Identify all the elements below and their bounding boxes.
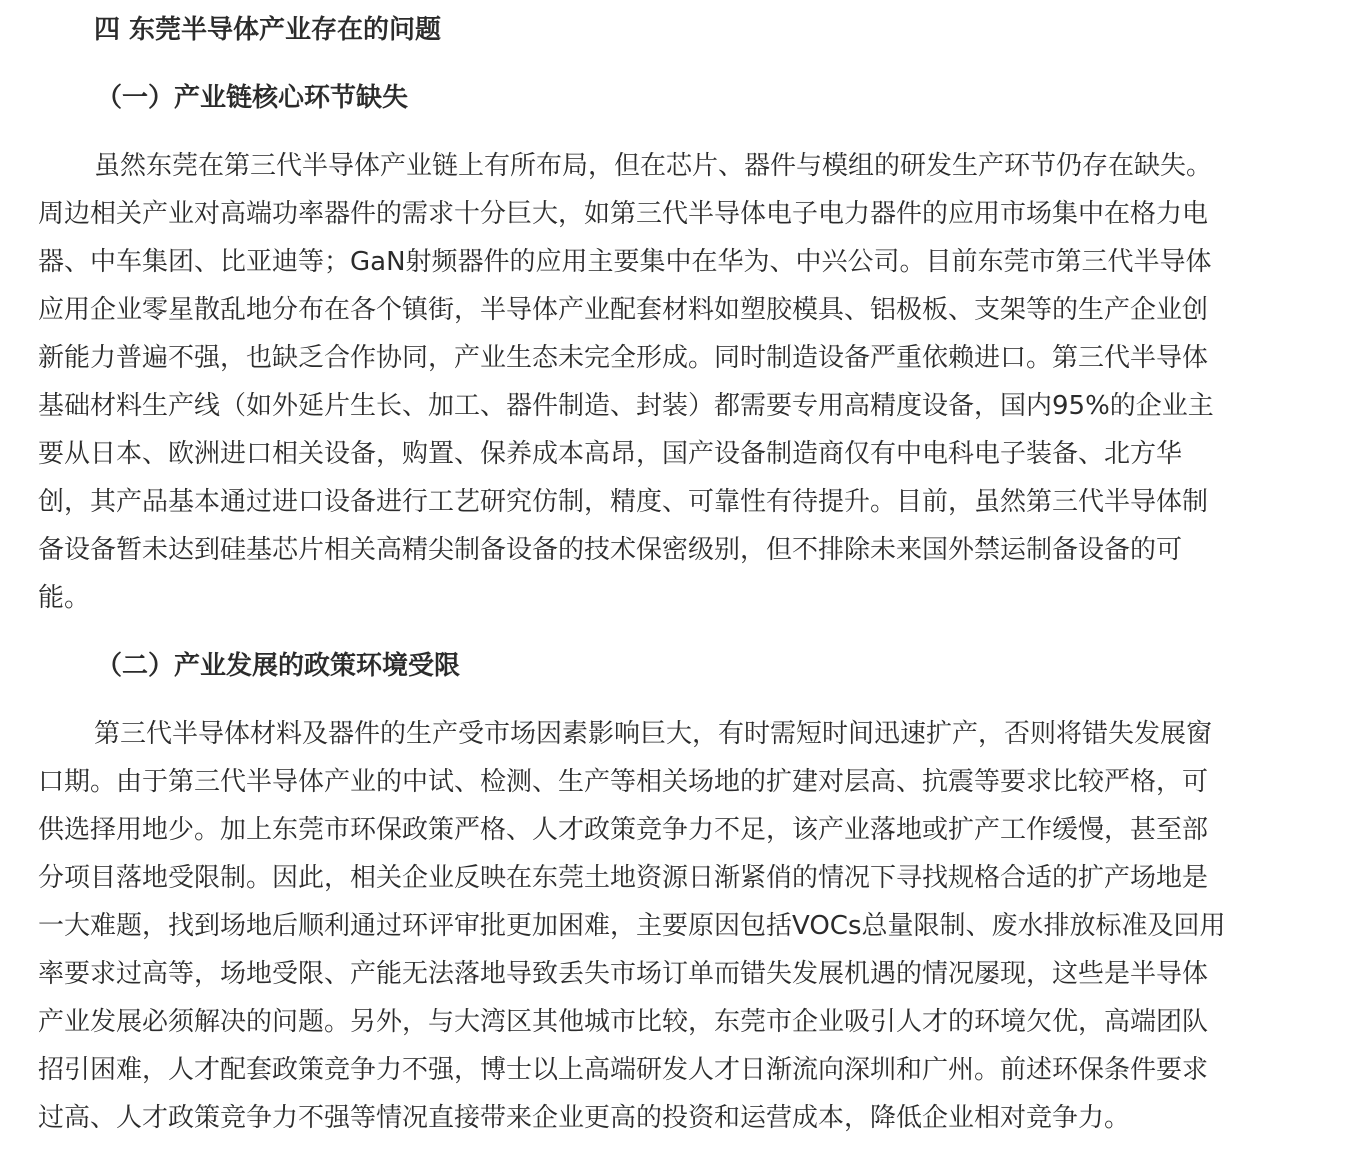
- subsection-title-2: （二）产业发展的政策环境受限: [96, 651, 461, 681]
- paragraph-line: 率要求过高等，场地受限、产能无法落地导致丢失市场订单而错失发展机遇的情况屡现，这些是半导体: [38, 959, 1209, 989]
- subsection-title-1: （一）产业链核心环节缺失: [96, 83, 409, 113]
- paragraph-line: 能。: [38, 583, 91, 613]
- paragraph-line: 口期。由于第三代半导体产业的中试、检测、生产等相关场地的扩建对层高、抗震等要求比较严格，可: [38, 767, 1209, 797]
- paragraph-line: 基础材料生产线（如外延片生长、加工、器件制造、封装）都需要专用高精度设备，国内95%的企业主: [38, 391, 1214, 421]
- paragraph-line: 虽然东莞在第三代半导体产业链上有所布局，但在芯片、器件与模组的研发生产环节仍存在缺失。: [94, 151, 1213, 181]
- paragraph-line: 新能力普遍不强，也缺乏合作协同，产业生态未完全形成。同时制造设备严重依赖进口。第三代半导体: [38, 343, 1209, 373]
- paragraph-line: 供选择用地少。加上东莞市环保政策严格、人才政策竞争力不足，该产业落地或扩产工作缓慢，甚至部: [38, 815, 1209, 845]
- paragraph-line: 产业发展必须解决的问题。另外，与大湾区其他城市比较，东莞市企业吸引人才的环境欠优，高端团队: [38, 1007, 1209, 1037]
- paragraph-line: 第三代半导体材料及器件的生产受市场因素影响巨大，有时需短时间迅速扩产，否则将错失发展窗: [94, 719, 1213, 749]
- paragraph-line: 周边相关产业对高端功率器件的需求十分巨大，如第三代半导体电子电力器件的应用市场集中在格力电: [38, 199, 1209, 229]
- paragraph-line: 分项目落地受限制。因此，相关企业反映在东莞土地资源日渐紧俏的情况下寻找规格合适的扩产场地是: [38, 863, 1209, 893]
- paragraph-2: [38, 710, 1328, 1142]
- paragraph-line: 应用企业零星散乱地分布在各个镇街，半导体产业配套材料如塑胶模具、铝极板、支架等的生产企业创: [38, 295, 1209, 325]
- paragraph-line: 器、中车集团、比亚迪等；GaN射频器件的应用主要集中在华为、中兴公司。目前东莞市第三代半导体: [38, 247, 1212, 277]
- section-heading: 四 东莞半导体产业存在的问题: [94, 15, 442, 45]
- paragraph-line: 招引困难，人才配套政策竞争力不强，博士以上高端研发人才日渐流向深圳和广州。前述环保条件要求: [38, 1055, 1209, 1085]
- paragraph-line: 过高、人才政策竞争力不强等情况直接带来企业更高的投资和运营成本，降低企业相对竞争力。: [38, 1103, 1131, 1133]
- paragraph-1: [38, 142, 1328, 622]
- paragraph-line: 一大难题，找到场地后顺利通过环评审批更加困难，主要原因包括VOCs总量限制、废水排放标准及回用: [38, 911, 1226, 941]
- paragraph-line: 要从日本、欧洲进口相关设备，购置、保养成本高昂，国产设备制造商仅有中电科电子装备、北方华: [38, 439, 1183, 469]
- paragraph-line: 备设备暂未达到硅基芯片相关高精尖制备设备的技术保密级别，但不排除未来国外禁运制备设备的可: [38, 535, 1183, 565]
- paragraph-line: 创，其产品基本通过进口设备进行工艺研究仿制，精度、可靠性有待提升。目前，虽然第三代半导体制: [38, 487, 1209, 517]
